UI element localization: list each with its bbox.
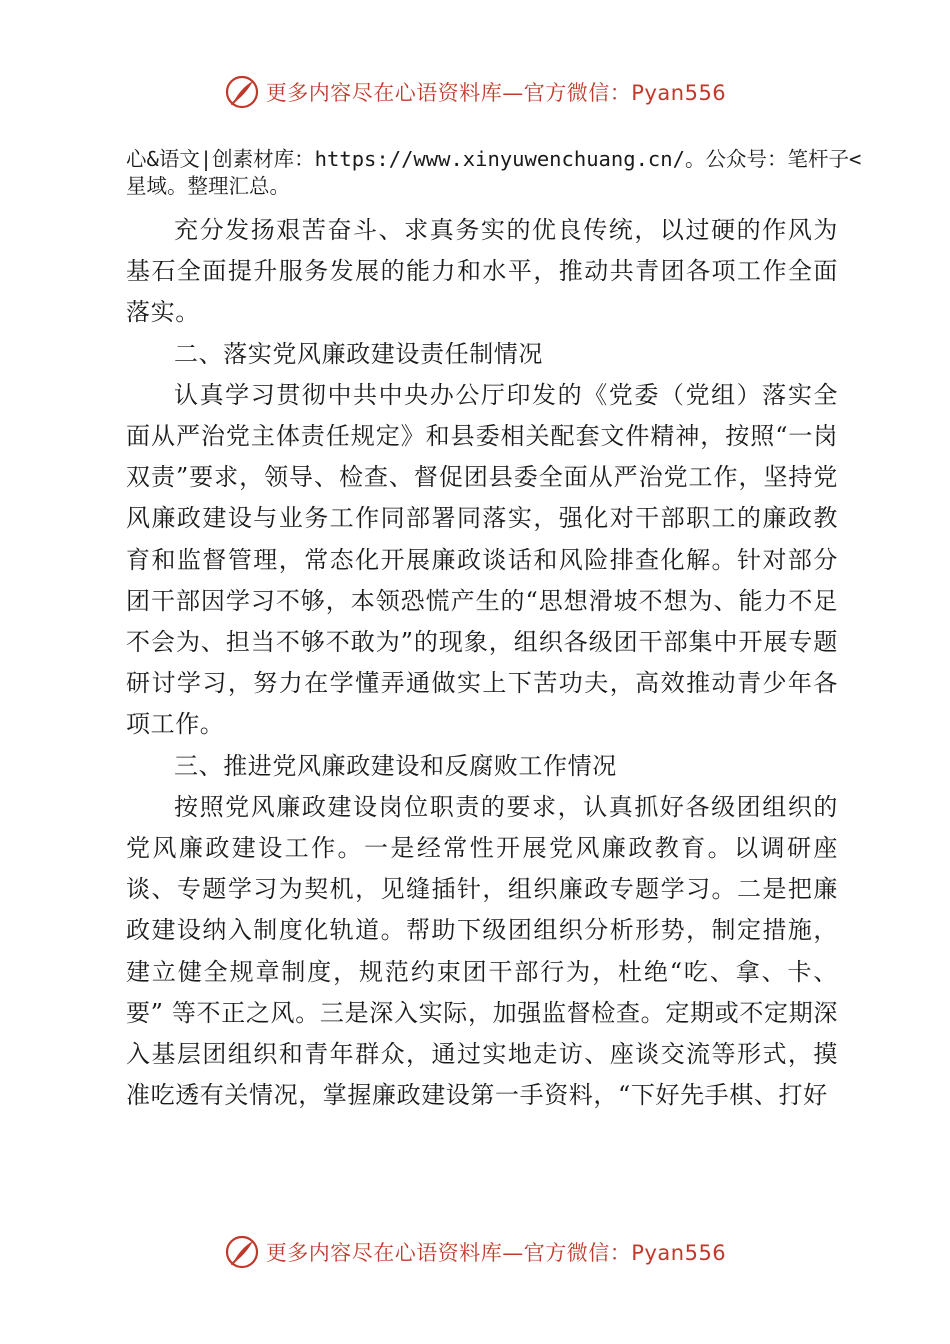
paragraph-3: 按照党风廉政建设岗位职责的要求，认真抓好各级团组织的党风廉政建设工作。一是经常性开展党风廉政教育。以调研座谈、专题学习为契机，见缝插针，组织廉政专题学习。二是把廉政建设纳入制度化轨道。帮助下级团组织分析形势，制定措施，建立健全规章制度，规范约束团干部行为，杜绝“吃、拿、卡、要” 等不正之风。三是深入实际，加强监督检查。定期或不定期深入基层团组织和青年群众，通过实地走访、座谈交流等形式，摸准吃透有关情况，掌握廉政建设第一手资料，“下好先手棋、打好	[126, 792, 838, 1110]
document-body	[126, 146, 862, 1116]
source-note: 心&语文|创素材库：https://www.xinyuwenchuang.cn/。公众号：笔杆子<星域。整理汇总。	[126, 147, 862, 198]
quill-pen-logo-icon	[224, 1234, 260, 1270]
header-banner-text: 更多内容尽在心语资料库—官方微信：Pyan556	[265, 81, 727, 105]
quill-pen-logo-icon	[224, 74, 260, 110]
footer-banner-text: 更多内容尽在心语资料库—官方微信：Pyan556	[265, 1241, 727, 1265]
section-heading-2: 二、落实党风廉政建设责任制情况	[174, 339, 543, 368]
header-banner	[0, 70, 950, 114]
paragraph-2: 认真学习贯彻中共中央办公厅印发的《党委（党组）落实全面从严治党主体责任规定》和县委相关配套文件精神，按照“一岗双责”要求，领导、检查、督促团县委全面从严治党工作，坚持党风廉政建设与业务工作同部署同落实，强化对干部职工的廉政教育和监督管理，常态化开展廉政谈话和风险排查化解。针对部分团干部因学习不够，本领恐慌产生的“思想滑坡不想为、能力不足不会为、担当不够不敢为”的现象，组织各级团干部集中开展专题研讨学习，努力在学懂弄通做实上下苦功夫，高效推动青少年各项工作。	[126, 380, 838, 739]
paragraph-1: 充分发扬艰苦奋斗、求真务实的优良传统，以过硬的作风为基石全面提升服务发展的能力和水平，推动共青团各项工作全面落实。	[126, 216, 838, 327]
footer-banner	[0, 1230, 950, 1274]
section-heading-3: 三、推进党风廉政建设和反腐败工作情况	[174, 751, 617, 780]
